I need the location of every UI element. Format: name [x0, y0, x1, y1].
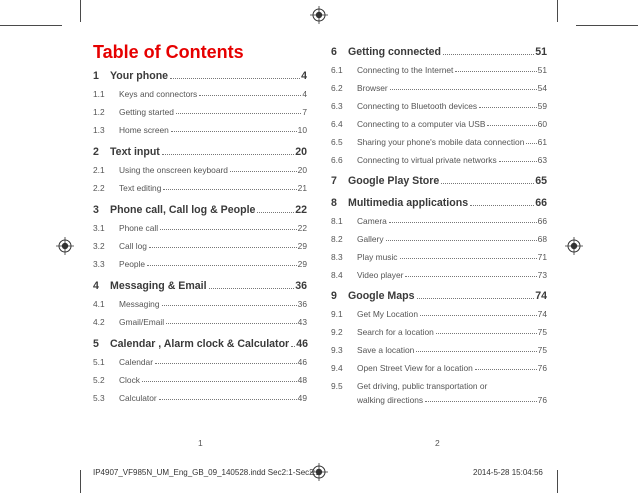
subsection-title: Camera: [357, 216, 387, 226]
subsection-title: Play music: [357, 252, 398, 262]
dot-leader: [405, 276, 536, 277]
subsection-title: Save a location: [357, 345, 415, 355]
dot-leader: [155, 363, 297, 364]
toc-right-column: [331, 45, 547, 405]
dot-leader: [142, 381, 297, 382]
subsection-page: 29: [297, 241, 307, 251]
toc-subsection: [331, 308, 547, 319]
toc-subsection: [93, 182, 307, 193]
section-page: 74: [535, 290, 547, 302]
section-page: 4: [301, 70, 307, 82]
dot-leader: [163, 189, 296, 190]
dot-leader: [199, 95, 301, 96]
dot-leader: [386, 240, 537, 241]
subsection-title: Home screen: [119, 125, 169, 135]
toc-subsection: [331, 215, 547, 226]
subsection-page: 54: [537, 83, 547, 93]
subsection-number: 3.1: [93, 223, 105, 233]
print-slug-date: 2014-5-28 15:04:56: [473, 468, 543, 477]
subsection-title: Sharing your phone's mobile data connection: [357, 137, 525, 147]
subsection-number: 4.1: [93, 299, 105, 309]
subsection-page: 60: [537, 119, 547, 129]
dot-leader: [389, 222, 537, 223]
subsection-title: Using the onscreen keyboard: [119, 165, 228, 175]
dot-leader: [171, 131, 297, 132]
subsection-number: 6.3: [331, 101, 343, 111]
toc-subsection: [331, 64, 547, 75]
dot-leader: [291, 346, 295, 347]
section-page: 20: [295, 146, 307, 158]
subsection-page: 36: [297, 299, 307, 309]
toc-section: [93, 69, 307, 82]
subsection-page: 75: [537, 327, 547, 337]
subsection-page: 22: [297, 223, 307, 233]
toc-section: [93, 203, 307, 216]
crop-mark: [576, 25, 638, 26]
toc-left-column: [93, 69, 307, 403]
crop-mark: [80, 0, 81, 22]
section-number: 5: [93, 338, 99, 350]
subsection-number: 5.1: [93, 357, 105, 367]
toc-subsection: [93, 258, 307, 269]
toc-subsection: [93, 356, 307, 367]
dot-leader: [425, 401, 537, 402]
section-number: 2: [93, 146, 99, 158]
subsection-page: 59: [537, 101, 547, 111]
page-number-right: 2: [435, 438, 440, 448]
subsection-page: 51: [537, 65, 547, 75]
subsection-title: Connecting to virtual private networks: [357, 155, 497, 165]
section-page: 36: [295, 280, 307, 292]
toc-subsection: [93, 164, 307, 175]
toc-subsection: [331, 82, 547, 93]
toc-subsection: [93, 222, 307, 233]
section-title: Google Maps: [348, 290, 415, 302]
subsection-title: Browser: [357, 83, 388, 93]
subsection-page: 10: [297, 125, 307, 135]
crop-mark: [557, 0, 558, 22]
subsection-title: Get My Location: [357, 309, 418, 319]
subsection-number: 8.4: [331, 270, 343, 280]
dot-leader: [455, 71, 536, 72]
subsection-number: 6.6: [331, 155, 343, 165]
subsection-number: 6.2: [331, 83, 343, 93]
toc-subsection: [331, 326, 547, 337]
section-page: 22: [295, 204, 307, 216]
section-title: Phone call, Call log & People: [110, 204, 256, 216]
subsection-title: Calculator: [119, 393, 157, 403]
dot-leader: [417, 298, 535, 299]
dot-leader: [416, 351, 536, 352]
subsection-page: 63: [537, 155, 547, 165]
subsection-number: 9.1: [331, 309, 343, 319]
subsection-number: 1.1: [93, 89, 105, 99]
subsection-page: 66: [537, 216, 547, 226]
section-page: 46: [296, 338, 308, 350]
section-title: Text input: [110, 146, 160, 158]
subsection-number: 6.4: [331, 119, 343, 129]
subsection-number: 9.3: [331, 345, 343, 355]
subsection-page: 73: [537, 270, 547, 280]
subsection-title: Gmail/Email: [119, 317, 165, 327]
dot-leader: [470, 205, 534, 206]
subsection-number: 5.2: [93, 375, 105, 385]
section-number: 3: [93, 204, 99, 216]
dot-leader: [475, 369, 537, 370]
subsection-number: 2.1: [93, 165, 105, 175]
subsection-number: 3.3: [93, 259, 105, 269]
dot-leader: [257, 212, 294, 213]
subsection-page: 76: [537, 363, 547, 373]
crop-mark: [80, 470, 81, 493]
subsection-title: Search for a location: [357, 327, 434, 337]
subsection-title: Video player: [357, 270, 404, 280]
dot-leader: [526, 143, 536, 144]
registration-mark-left: [56, 237, 74, 255]
dot-leader: [159, 399, 297, 400]
dot-leader: [149, 247, 297, 248]
dot-leader: [400, 258, 537, 259]
dot-leader: [170, 78, 300, 79]
subsection-title: Keys and connectors: [119, 89, 198, 99]
toc-subsection: [93, 316, 307, 327]
toc-section: [93, 145, 307, 158]
print-slug-file: IP4907_VF985N_UM_Eng_GB_09_140528.indd Sec2:1-Sec2:2: [93, 468, 321, 477]
subsection-title: Calendar: [119, 357, 153, 367]
dot-leader: [162, 305, 297, 306]
subsection-page: 48: [297, 375, 307, 385]
subsection-number: 8.2: [331, 234, 343, 244]
toc-subsection-continued: [331, 394, 547, 405]
subsection-number: 9.4: [331, 363, 343, 373]
subsection-number: 2.2: [93, 183, 105, 193]
subsection-page: 71: [537, 252, 547, 262]
section-title: Multimedia applications: [348, 197, 469, 209]
subsection-number: 3.2: [93, 241, 105, 251]
toc-subsection: [331, 251, 547, 262]
subsection-page: 46: [297, 357, 307, 367]
toc-section: [331, 174, 547, 187]
subsection-page: 68: [537, 234, 547, 244]
toc-subsection: [331, 344, 547, 355]
dot-leader: [436, 333, 537, 334]
toc-section: [93, 337, 307, 350]
toc-section: [331, 289, 547, 302]
crop-mark: [0, 25, 62, 26]
subsection-page: 29: [297, 259, 307, 269]
toc-subsection: [331, 154, 547, 165]
dot-leader: [166, 323, 297, 324]
toc-subsection: [93, 240, 307, 251]
subsection-title: Getting started: [119, 107, 174, 117]
toc-section: [331, 45, 547, 58]
toc-subsection: [331, 136, 547, 147]
subsection-number: 4.2: [93, 317, 105, 327]
dot-leader: [441, 183, 534, 184]
subsection-title: Call log: [119, 241, 147, 251]
section-number: 9: [331, 290, 337, 302]
subsection-title: Text editing: [119, 183, 162, 193]
subsection-page: 7: [302, 107, 307, 117]
registration-mark-right: [565, 237, 583, 255]
dot-leader: [209, 288, 295, 289]
subsection-number: 9.5: [331, 381, 343, 391]
subsection-title: Phone call: [119, 223, 159, 233]
dot-leader: [390, 89, 537, 90]
toc-subsection: [93, 88, 307, 99]
section-number: 6: [331, 46, 337, 58]
dot-leader: [499, 161, 537, 162]
section-number: 1: [93, 70, 99, 82]
subsection-number: 8.3: [331, 252, 343, 262]
subsection-page: 4: [302, 89, 307, 99]
dot-leader: [230, 171, 297, 172]
dot-leader: [176, 113, 301, 114]
subsection-number: 6.1: [331, 65, 343, 75]
toc-subsection: [331, 233, 547, 244]
subsection-title: Connecting to a computer via USB: [357, 119, 486, 129]
subsection-page: 20: [297, 165, 307, 175]
section-title: Google Play Store: [348, 175, 440, 187]
toc-subsection: [93, 298, 307, 309]
toc-subsection: [93, 374, 307, 385]
toc-subsection: [331, 269, 547, 280]
subsection-title: Clock: [119, 375, 140, 385]
subsection-page: 43: [297, 317, 307, 327]
subsection-number: 5.3: [93, 393, 105, 403]
dot-leader: [160, 229, 297, 230]
toc-subsection: [331, 362, 547, 373]
page-number-left: 1: [198, 438, 203, 448]
dot-leader: [162, 154, 294, 155]
toc-subsection: [331, 118, 547, 129]
subsection-number: 9.2: [331, 327, 343, 337]
section-page: 66: [535, 197, 547, 209]
section-title: Calendar , Alarm clock & Calculator: [110, 338, 290, 350]
section-page: 65: [535, 175, 547, 187]
subsection-title: People: [119, 259, 146, 269]
subsection-number: 1.2: [93, 107, 105, 117]
subsection-title: Get driving, public transportation or: [357, 381, 488, 391]
crop-mark: [557, 470, 558, 493]
section-title: Messaging & Email: [110, 280, 207, 292]
dot-leader: [147, 265, 297, 266]
toc-subsection: [93, 124, 307, 135]
section-number: 8: [331, 197, 337, 209]
section-title: Getting connected: [348, 46, 441, 58]
toc-subsection: [331, 380, 547, 391]
toc-section: [331, 196, 547, 209]
subsection-page: 61: [537, 137, 547, 147]
section-number: 7: [331, 175, 337, 187]
subsection-page: 75: [537, 345, 547, 355]
section-number: 4: [93, 280, 99, 292]
subsection-title: Connecting to Bluetooth devices: [357, 101, 478, 111]
subsection-page: 76: [537, 395, 547, 405]
registration-mark-top: [310, 6, 328, 24]
toc-subsection: [93, 106, 307, 117]
subsection-title-continued: walking directions: [357, 395, 424, 405]
dot-leader: [487, 125, 536, 126]
dot-leader: [420, 315, 537, 316]
toc-subsection: [93, 392, 307, 403]
subsection-page: 49: [297, 393, 307, 403]
subsection-number: 8.1: [331, 216, 343, 226]
subsection-title: Messaging: [119, 299, 160, 309]
toc-subsection: [331, 100, 547, 111]
subsection-number: 6.5: [331, 137, 343, 147]
section-title: Your phone: [110, 70, 169, 82]
section-page: 51: [535, 46, 547, 58]
toc-section: [93, 279, 307, 292]
subsection-number: 1.3: [93, 125, 105, 135]
page-title: Table of Contents: [93, 42, 244, 62]
dot-leader: [479, 107, 537, 108]
subsection-title: Open Street View for a location: [357, 363, 473, 373]
subsection-page: 74: [537, 309, 547, 319]
subsection-page: 21: [297, 183, 307, 193]
dot-leader: [443, 54, 534, 55]
subsection-title: Connecting to the Internet: [357, 65, 454, 75]
subsection-title: Gallery: [357, 234, 384, 244]
